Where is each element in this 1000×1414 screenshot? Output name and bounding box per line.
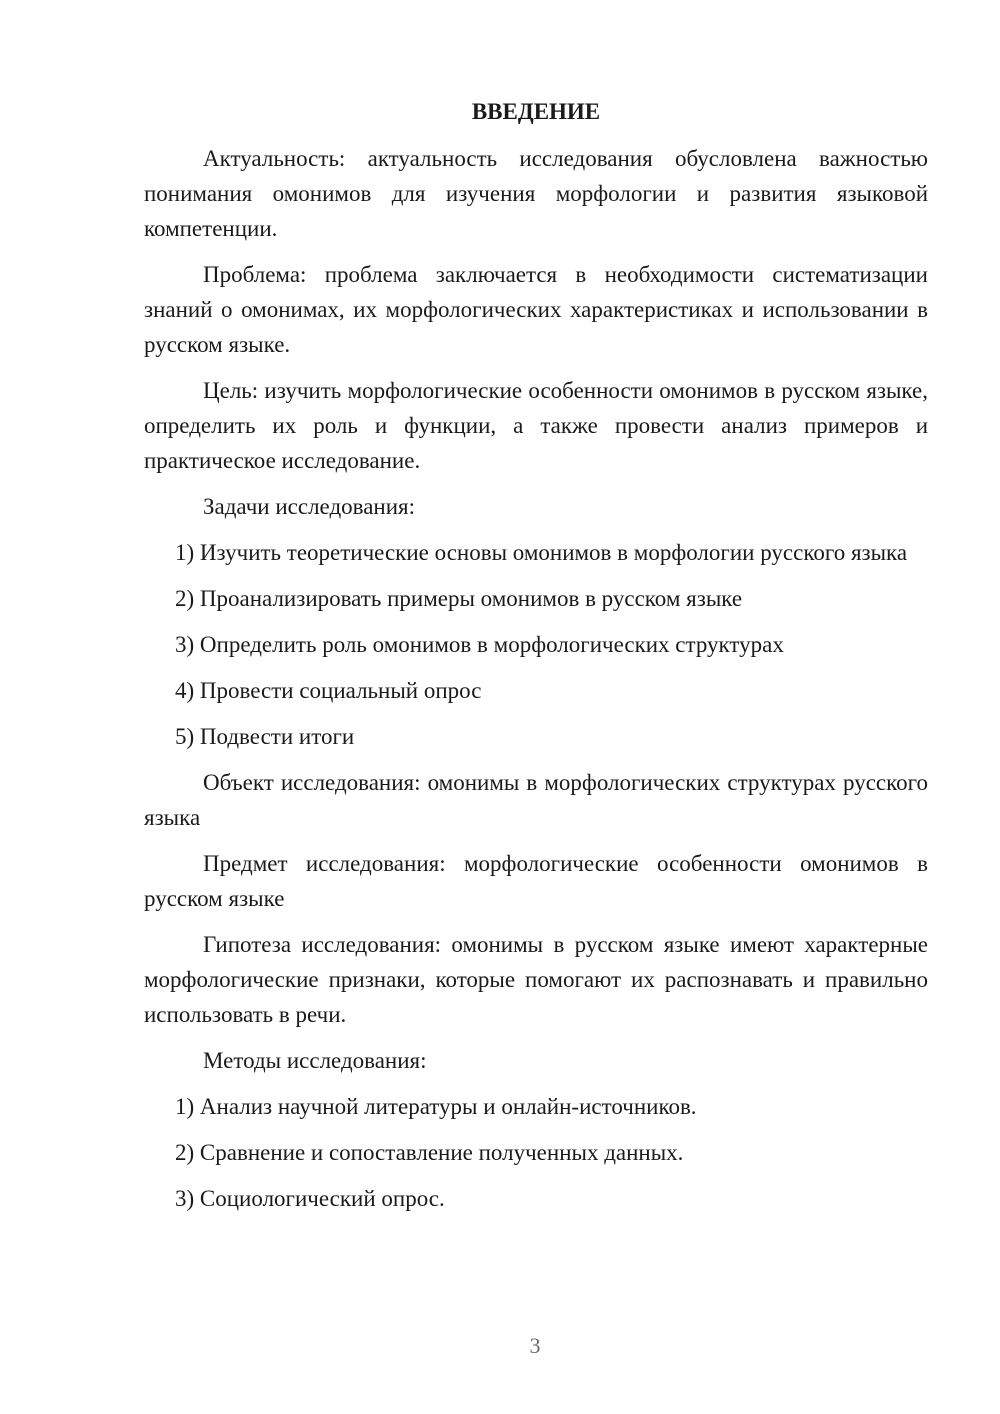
tasks-heading: Задачи исследования: xyxy=(203,494,416,519)
subject-paragraph: Предмет исследования: морфологические особенности омонимов в русском языке xyxy=(144,851,928,911)
method-item: 3) Социологический опрос. xyxy=(175,1186,445,1211)
method-item: 2) Сравнение и сопоставление полученных данных. xyxy=(175,1140,684,1165)
page-title: ВВЕДЕНИЕ xyxy=(471,99,601,124)
document-page xyxy=(144,94,928,1227)
object-paragraph: Объект исследования: омонимы в морфологических структурах русского языка xyxy=(144,770,928,830)
task-item: 4) Провести социальный опрос xyxy=(175,678,482,703)
hypothesis-paragraph: Гипотеза исследования: омонимы в русском языке имеют характерные морфологические признаки, которые помогают их распознавать и правильно использовать в речи. xyxy=(144,932,928,1027)
methods-heading: Методы исследования: xyxy=(203,1048,427,1073)
task-item: 1) Изучить теоретические основы омонимов в морфологии русского языка xyxy=(175,540,908,565)
task-item: 3) Определить роль омонимов в морфологических структурах xyxy=(175,632,784,657)
task-item: 5) Подвести итоги xyxy=(175,724,355,749)
page-number: 3 xyxy=(529,1333,541,1358)
goal-paragraph: Цель: изучить морфологические особенности омонимов в русском языке, определить их роль и функции, а также провести анализ примеров и практическое исследование. xyxy=(144,378,928,473)
task-item: 2) Проанализировать примеры омонимов в русском языке xyxy=(175,586,743,611)
problem-paragraph: Проблема: проблема заключается в необходимости систематизации знаний о омонимах, их морфологических характеристиках и использовании в русском языке. xyxy=(144,262,928,357)
relevance-paragraph: Актуальность: актуальность исследования обусловлена важностью понимания омонимов для изучения морфологии и развития языковой компетенции. xyxy=(144,146,928,241)
method-item: 1) Анализ научной литературы и онлайн-источников. xyxy=(175,1094,697,1119)
